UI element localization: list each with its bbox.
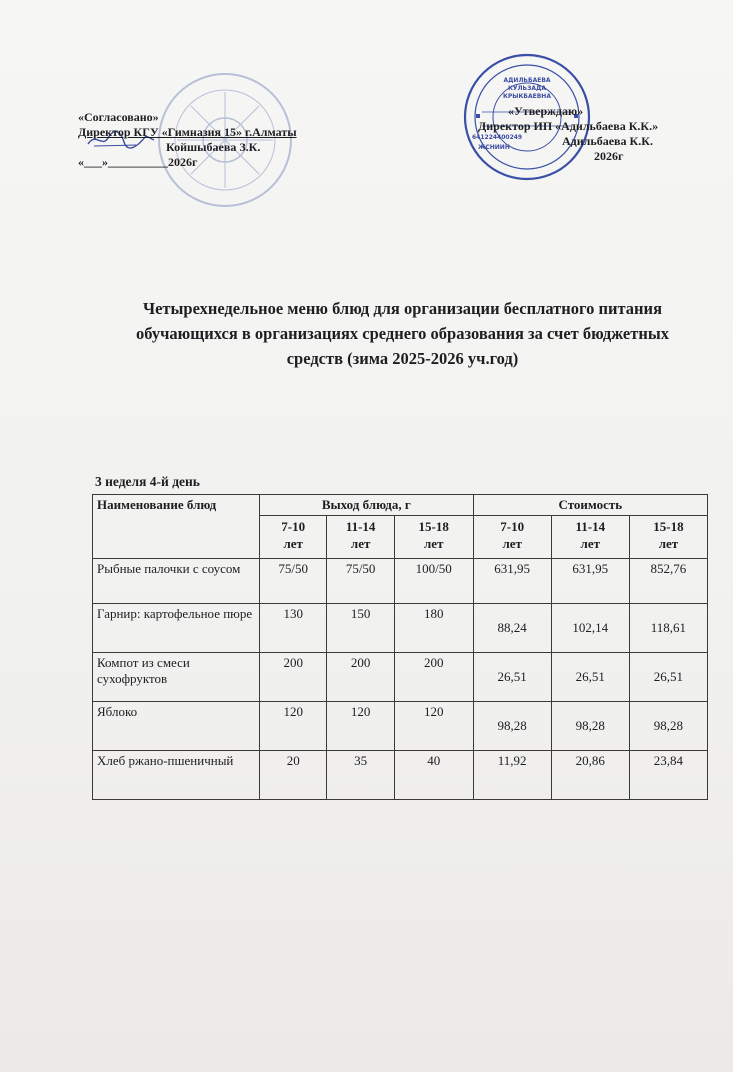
header-age: 11-14 лет (551, 516, 629, 559)
yield-value: 75/50 (327, 559, 394, 604)
approval-agreed-block (78, 110, 338, 170)
menu-table (92, 494, 708, 800)
approval-date: 2026г (594, 149, 624, 163)
table-row (93, 702, 708, 751)
approval-label: «Утверждаю» (508, 104, 584, 118)
cost-value: 26,51 (629, 653, 707, 702)
header-age: 15-18 лет (629, 516, 707, 559)
approval-position: Директор ИП «Адильбаева К.К.» (478, 119, 659, 133)
cost-value: 23,84 (629, 751, 707, 800)
cost-value: 11,92 (473, 751, 551, 800)
approval-person: Койшыбаева З.К. (166, 140, 261, 154)
header-yield: Выход блюда, г (260, 495, 474, 516)
yield-value: 40 (394, 751, 473, 800)
seal-name-line: АДИЛЬБАЕВА (503, 77, 551, 84)
yield-value: 150 (327, 604, 394, 653)
yield-value: 200 (327, 653, 394, 702)
header-cost: Стоимость (473, 495, 707, 516)
title-line: средств (зима 2025-2026 уч.год) (286, 349, 519, 368)
yield-value: 35 (327, 751, 394, 800)
approval-date: «___»__________2026г (78, 155, 198, 169)
yield-value: 200 (394, 653, 473, 702)
dish-name: Рыбные палочки с соусом (93, 559, 260, 604)
seal-name-line: КУЛЬЗАДА (508, 85, 546, 92)
cost-value: 631,95 (551, 559, 629, 604)
yield-value: 100/50 (394, 559, 473, 604)
document-title (90, 296, 715, 371)
cost-value: 98,28 (629, 702, 707, 751)
header-age: 11-14 лет (327, 516, 394, 559)
cost-value: 102,14 (551, 604, 629, 653)
cost-value: 852,76 (629, 559, 707, 604)
table-row (93, 604, 708, 653)
cost-value: 118,61 (629, 604, 707, 653)
seal-name-line: КРЫКБАЕВНА (503, 93, 551, 100)
week-day-label: 3 неделя 4-й день (95, 474, 200, 489)
yield-value: 130 (260, 604, 327, 653)
yield-value: 180 (394, 604, 473, 653)
table-row (93, 653, 708, 702)
table-row (93, 559, 708, 604)
approval-position: Директор КГУ «Гимназия 15» г.Алматы (78, 125, 297, 139)
yield-value: 120 (394, 702, 473, 751)
table-row (93, 751, 708, 800)
yield-value: 75/50 (260, 559, 327, 604)
table-header-row (93, 495, 708, 516)
cost-value: 88,24 (473, 604, 551, 653)
dish-name: Яблоко (93, 702, 260, 751)
dish-name: Хлеб ржано-пшеничный (93, 751, 260, 800)
cost-value: 26,51 (473, 653, 551, 702)
yield-value: 20 (260, 751, 327, 800)
dish-name: Компот из смеси сухофруктов (93, 653, 260, 702)
header-age: 15-18 лет (394, 516, 473, 559)
title-line: обучающихся в организациях среднего образования за счет бюджетных (136, 324, 669, 343)
cost-value: 20,86 (551, 751, 629, 800)
header-dish-name: Наименование блюд (93, 495, 260, 559)
seal-id-label: ЖСНИИН (478, 144, 510, 151)
yield-value: 120 (327, 702, 394, 751)
approval-person: Адильбаева К.К. (562, 134, 653, 148)
cost-value: 26,51 (551, 653, 629, 702)
header-age: 7-10 лет (260, 516, 327, 559)
header-age: 7-10 лет (473, 516, 551, 559)
yield-value: 200 (260, 653, 327, 702)
cost-value: 98,28 (473, 702, 551, 751)
approval-approved-block (478, 104, 728, 164)
title-line: Четырехнедельное меню блюд для организации бесплатного питания (142, 299, 662, 318)
yield-value: 120 (260, 702, 327, 751)
seal-id-value: 641224400249 (472, 134, 523, 141)
approval-label: «Согласовано» (78, 110, 159, 124)
dish-name: Гарнир: картофельное пюре (93, 604, 260, 653)
cost-value: 631,95 (473, 559, 551, 604)
cost-value: 98,28 (551, 702, 629, 751)
